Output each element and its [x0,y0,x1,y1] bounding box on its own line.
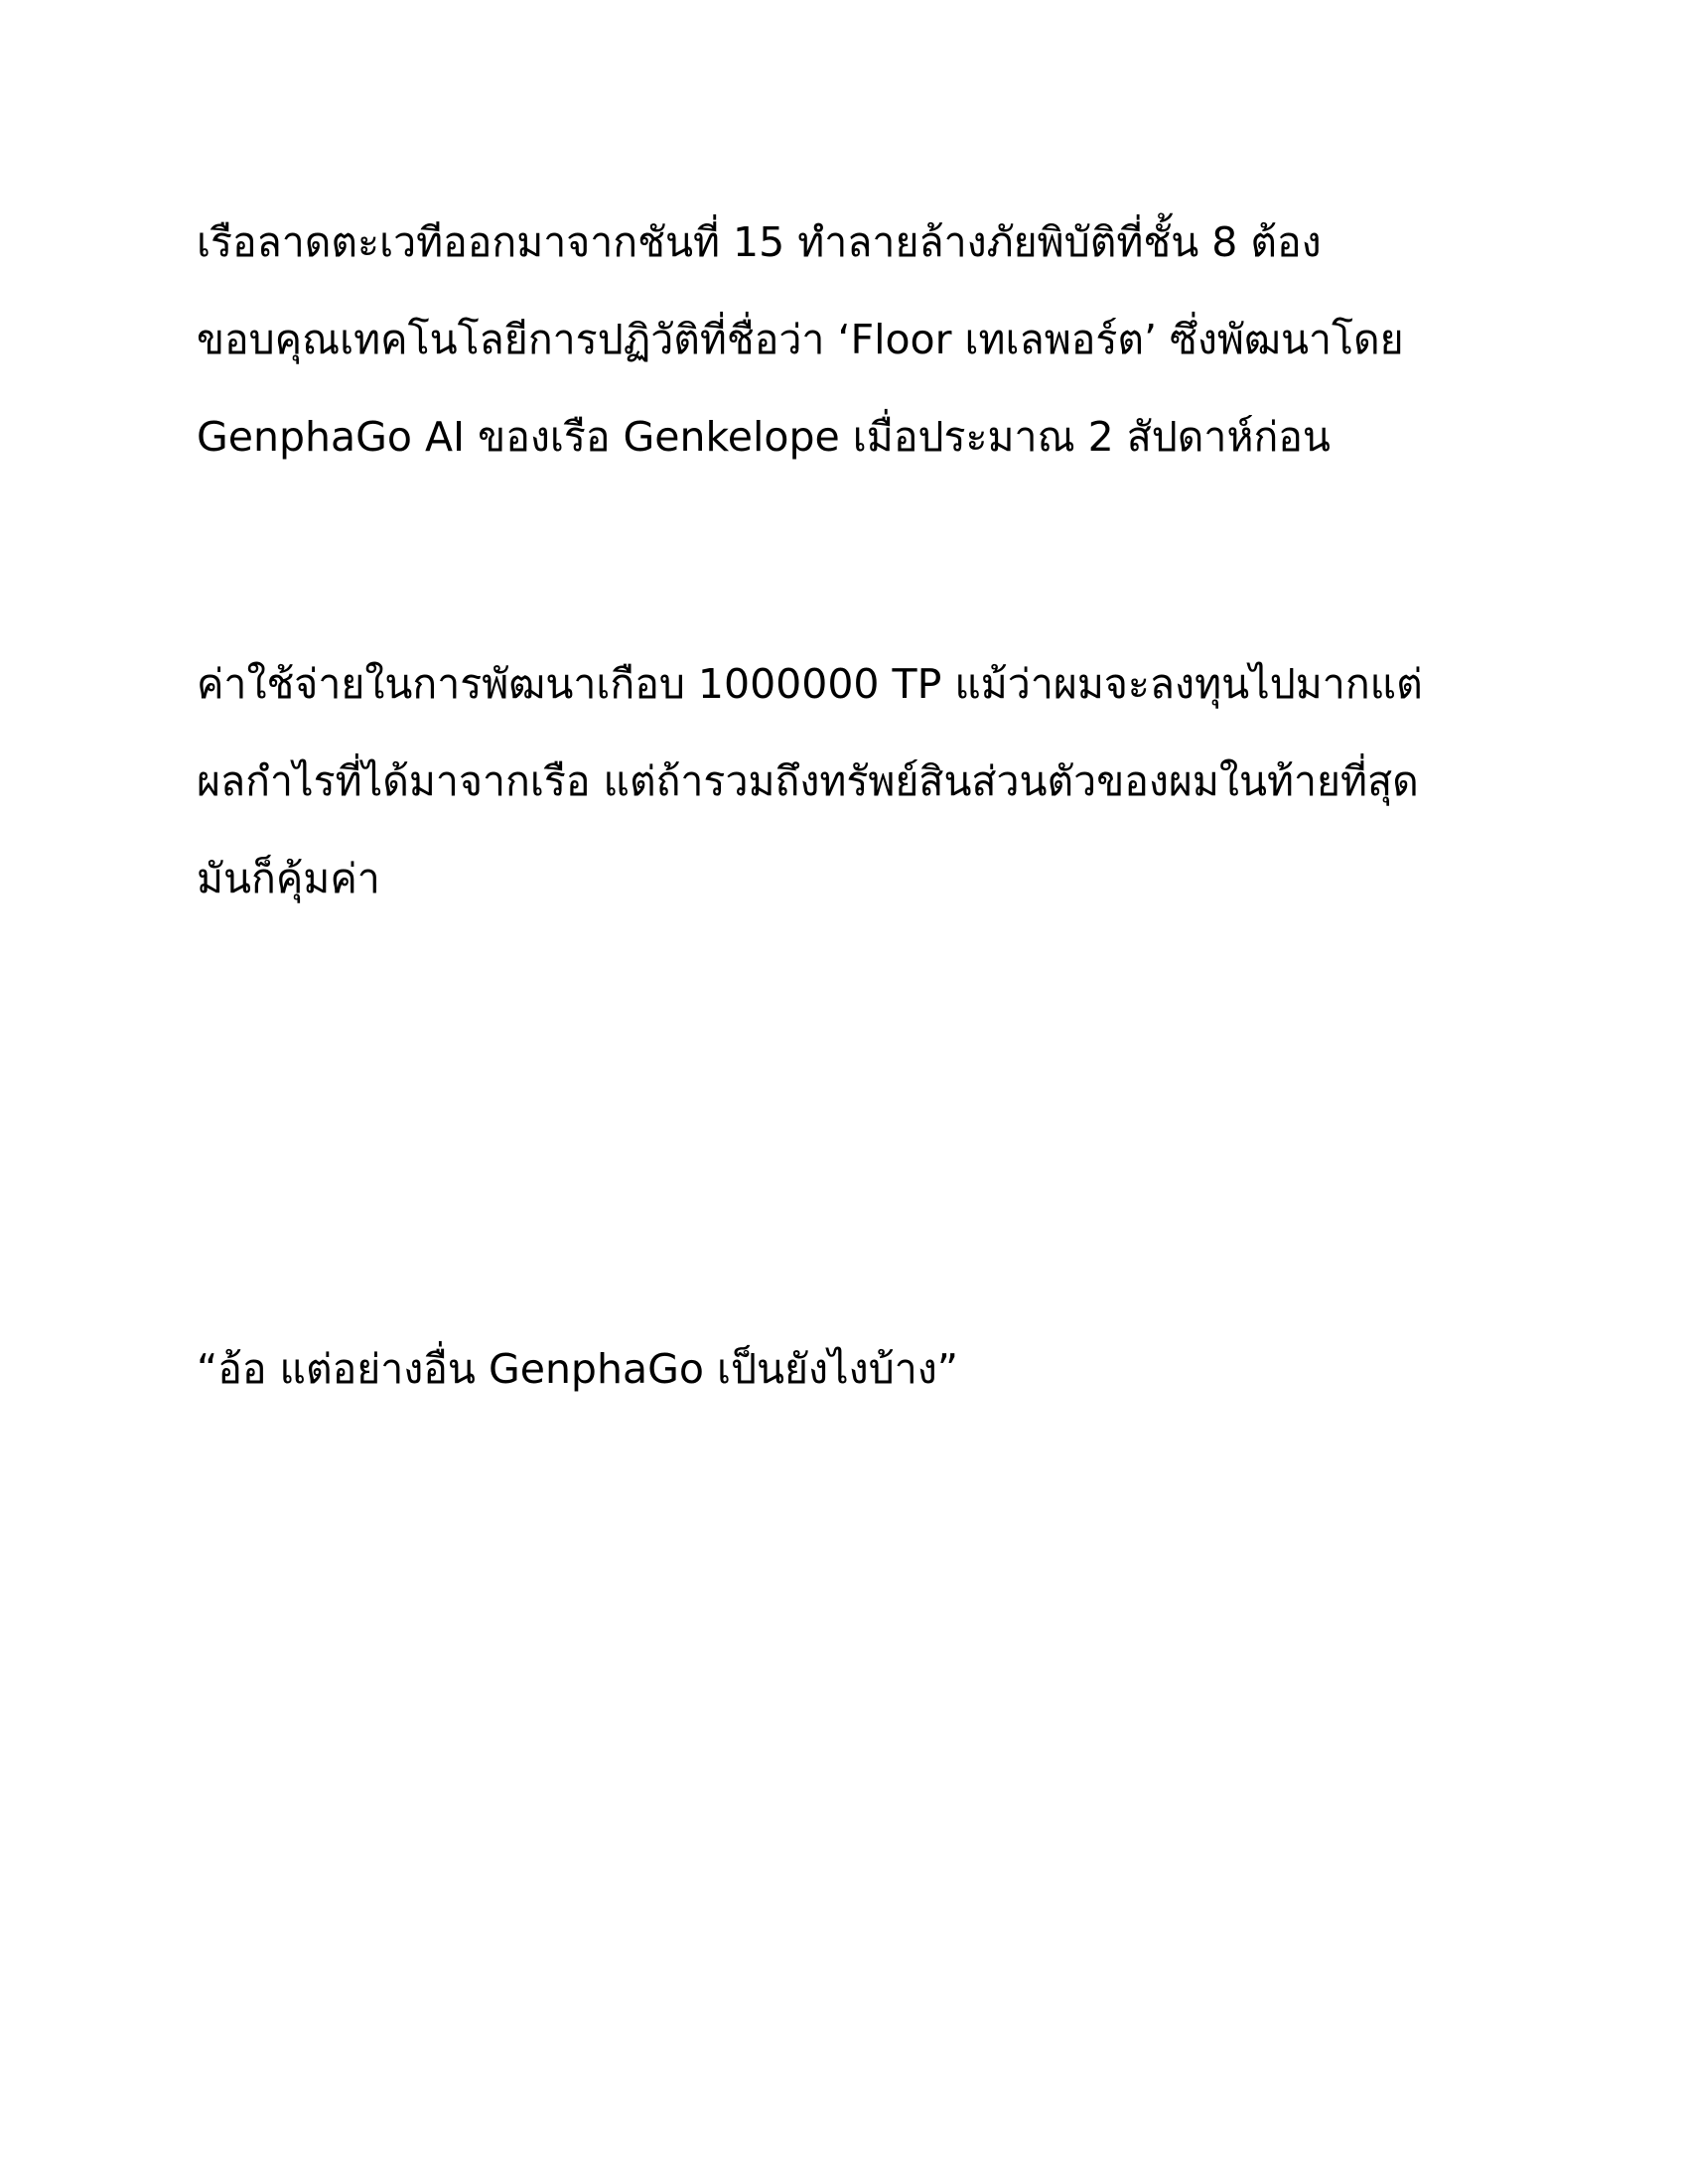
text-line: “อ้อ แต่อย่างอื่น GenphaGo เป็นยังไงบ้าง” [197,1345,959,1393]
paragraph-development-cost [197,635,1497,927]
paragraph-cruiser-teleport [197,194,1497,485]
text-line: ผลกำไรที่ได้มาจากเรือ แต่ถ้ารวมถึงทรัพย์สินส่วนตัวของผมในท้ายที่สุด [197,757,1419,805]
text-line: ขอบคุณเทคโนโลยีการปฏิวัติที่ชื่อว่า ‘Floor เทเลพอร์ต’ ซึ่งพัฒนาโดย [197,316,1404,363]
paragraph-dialogue-quote [197,1320,1497,1418]
text-line: GenphaGo AI ของเรือ Genkelope เมื่อประมาณ 2 สัปดาห์ก่อน [197,413,1331,461]
text-line: ค่าใช้จ่ายในการพัฒนาเกือบ 1000000 TP แม้ว่าผมจะลงทุนไปมากแต่ [197,660,1423,708]
text-line: เรือลาดตะเวทีออกมาจากชันที่ 15 ทำลายล้างภัยพิบัติที่ชั้น 8 ต้อง [197,218,1322,266]
text-line: มันก็คุ้มค่า [197,855,380,902]
